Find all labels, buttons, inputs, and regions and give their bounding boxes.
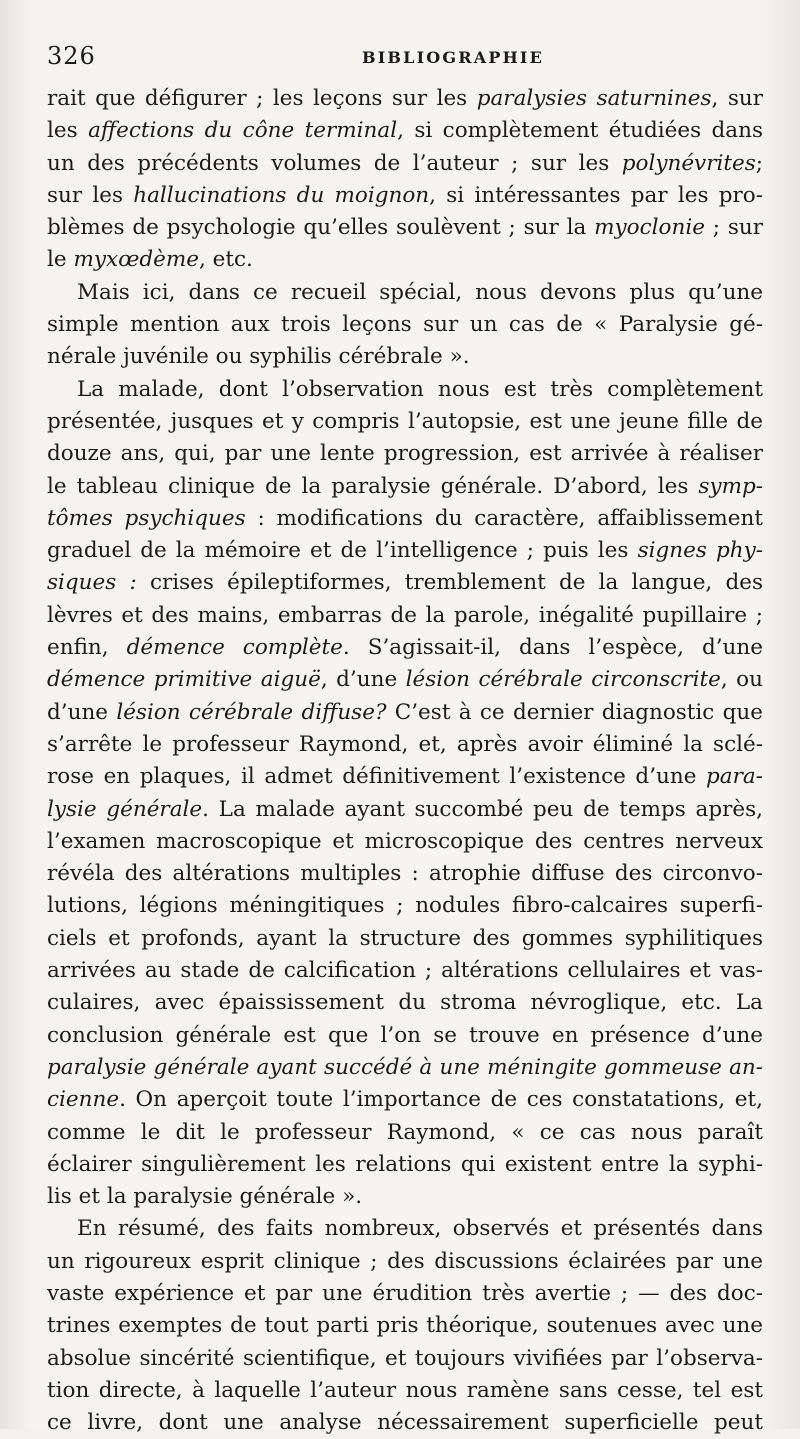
text-run: blèmes de psychologie qu’elles soulèvent ; sur la <box>47 215 595 241</box>
italic-text: tômes psychiques <box>47 505 246 531</box>
text-run: sur les <box>47 182 134 208</box>
paragraph <box>47 277 763 374</box>
text-line <box>47 1020 763 1052</box>
text-run: arrivées au stade de calcification ; altérations cellulaires et vas- <box>47 958 763 984</box>
text-line <box>47 244 763 276</box>
text-run: , ou <box>720 667 763 693</box>
italic-text: myoclonie <box>594 215 705 241</box>
italic-text: paralysies saturnines <box>476 86 712 111</box>
text-line <box>47 697 763 729</box>
text-run: : modifications du caractère, affaiblissement <box>245 505 763 531</box>
text-line <box>47 600 763 632</box>
text-run: le <box>47 247 74 273</box>
text-run: douze ans, qui, par une lente progression, est arrivée à réaliser <box>47 441 763 467</box>
text-run: les <box>47 118 89 144</box>
page-header <box>47 42 763 74</box>
text-run: . On aperçoit toute l’importance de ces constatations, et, <box>119 1087 763 1113</box>
text-run: rose en plaques, il admet définitivement l’existence d’une <box>47 764 707 790</box>
italic-text: signes phy- <box>637 538 763 564</box>
text-line <box>47 471 763 503</box>
italic-text: siques : <box>47 570 137 596</box>
text-run: trines exemptes de tout parti pris théorique, soutenues avec une <box>47 1313 763 1339</box>
text-run: ciels et profonds, ayant la structure des gommes syphilitiques <box>47 925 763 951</box>
text-line <box>47 826 763 858</box>
page-number: 326 <box>47 42 96 70</box>
text-run: lis et la paralysie générale ». <box>47 1184 363 1210</box>
text-run: culaires, avec épaississement du stroma névroglique, etc. La <box>47 990 763 1016</box>
text-line <box>47 1310 763 1342</box>
text-run: un rigoureux esprit clinique ; des discussions éclairées par une <box>47 1248 763 1274</box>
text-run: ce livre, dont une analyse nécessairement superficielle peut <box>47 1410 763 1436</box>
paragraph <box>47 1213 763 1439</box>
text-line <box>47 1117 763 1149</box>
text-line <box>47 632 763 664</box>
text-run: nérale juvénile ou syphilis cérébrale ». <box>47 344 470 370</box>
text-run: , si intéressantes par les pro- <box>429 182 763 208</box>
text-run: l’examen macroscopique et microscopique des centres nerveux <box>47 828 763 854</box>
italic-text: paralysie générale ayant succédé à une méningite gommeuse an- <box>47 1054 763 1080</box>
text-line <box>47 309 763 341</box>
text-run: s’arrête le professeur Raymond, et, après avoir éliminé la sclé- <box>47 731 763 757</box>
italic-text: polynévrites <box>621 150 756 176</box>
running-head: BIBLIOGRAPHIE <box>362 48 545 67</box>
italic-text: lésion cérébrale diffuse? <box>116 699 387 725</box>
text-run: d’une <box>47 699 117 725</box>
text-line <box>47 664 763 696</box>
paragraph <box>47 83 763 277</box>
italic-text: démence complète <box>126 635 343 661</box>
italic-text: symp- <box>698 473 763 499</box>
italic-text: myxœdème <box>73 247 199 273</box>
italic-text: lésion cérébrale circonscrite <box>405 667 721 693</box>
italic-text: affections du cône terminal <box>88 118 398 144</box>
text-run: ; sur <box>704 215 763 241</box>
text-run: simple mention aux trois leçons sur un cas de « Paralysie gé- <box>47 312 763 338</box>
text-run: C’est à ce dernier diagnostic que <box>386 699 763 725</box>
text-run: vaste expérience et par une érudition très avertie ; — des doc- <box>47 1280 763 1306</box>
text-line <box>47 503 763 535</box>
text-line <box>47 148 763 180</box>
text-run: . S’agissait-il, dans l’espèce, d’une <box>342 635 763 661</box>
italic-text: hallucinations du moignon <box>133 182 430 208</box>
text-line <box>47 438 763 470</box>
text-run: graduel de la mémoire et de l’intelligence ; puis les <box>47 538 638 564</box>
text-run: ; <box>755 150 763 176</box>
text-line <box>47 406 763 438</box>
text-line <box>47 794 763 826</box>
text-run: présentée, jusques et y compris l’autopsie, est une jeune fille de <box>47 408 763 434</box>
text-run: La malade, dont l’observation nous est très complètement <box>77 376 763 402</box>
text-run: lutions, légions méningitiques ; nodules fibro-calcaires superfi- <box>47 893 763 919</box>
text-run: rait que défigurer ; les leçons sur les <box>47 86 477 111</box>
text-line <box>47 955 763 987</box>
text-line <box>47 858 763 890</box>
text-line <box>47 729 763 761</box>
body-text <box>47 83 763 1439</box>
text-run: absolue sincérité scientifique, et toujours vivifiées par l’observa- <box>47 1345 763 1371</box>
text-line <box>47 1246 763 1278</box>
text-run: le tableau clinique de la paralysie générale. D’abord, les <box>47 473 699 499</box>
text-line <box>47 535 763 567</box>
text-run: , etc. <box>198 247 253 273</box>
text-run: un des précédents volumes de l’auteur ; sur les <box>47 150 622 176</box>
text-line <box>47 1181 763 1213</box>
text-line <box>47 567 763 599</box>
text-run: comme le dit le professeur Raymond, « ce cas nous paraît <box>47 1119 763 1145</box>
text-line <box>47 923 763 955</box>
text-line <box>47 1052 763 1084</box>
text-line <box>47 1213 763 1245</box>
text-line <box>47 115 763 147</box>
text-line <box>47 180 763 212</box>
text-run: crises épileptiformes, tremblement de la langue, des <box>136 570 763 596</box>
text-line <box>47 341 763 373</box>
text-run: , d’une <box>320 667 406 693</box>
italic-text: para- <box>706 764 763 790</box>
italic-text: démence primitive aiguë <box>47 667 321 693</box>
text-run: révéla des altérations multiples : atrophie diffuse des circonvo- <box>47 861 763 887</box>
italic-text: lysie générale <box>47 796 203 822</box>
italic-text: cienne <box>47 1087 120 1113</box>
text-run: En résumé, des faits nombreux, observés et présentés dans <box>77 1216 763 1242</box>
text-run: tion directe, à laquelle l’auteur nous ramène sans cesse, tel est <box>47 1377 763 1403</box>
paragraph <box>47 374 763 1214</box>
text-line <box>47 83 763 115</box>
text-line <box>47 1407 763 1439</box>
text-line <box>47 1375 763 1407</box>
text-line <box>47 212 763 244</box>
text-line <box>47 374 763 406</box>
text-run: lèvres et des mains, embarras de la parole, inégalité pupillaire ; <box>47 602 763 628</box>
text-run: enfin, <box>47 635 127 661</box>
text-run: conclusion générale est que l’on se trouve en présence d’une <box>47 1022 763 1048</box>
text-run: , sur <box>711 86 763 111</box>
text-run: éclairer singulièrement les relations qui existent entre la syphi- <box>47 1151 763 1177</box>
text-line <box>47 987 763 1019</box>
text-line <box>47 761 763 793</box>
text-run: Mais ici, dans ce recueil spécial, nous devons plus qu’une <box>77 279 763 305</box>
text-line <box>47 277 763 309</box>
text-line <box>47 1343 763 1375</box>
text-run: , si complètement étudiées dans <box>397 118 763 144</box>
text-line <box>47 1084 763 1116</box>
text-line <box>47 890 763 922</box>
text-line <box>47 1278 763 1310</box>
text-line <box>47 1149 763 1181</box>
text-run: . La malade ayant succombé peu de temps après, <box>202 796 763 822</box>
